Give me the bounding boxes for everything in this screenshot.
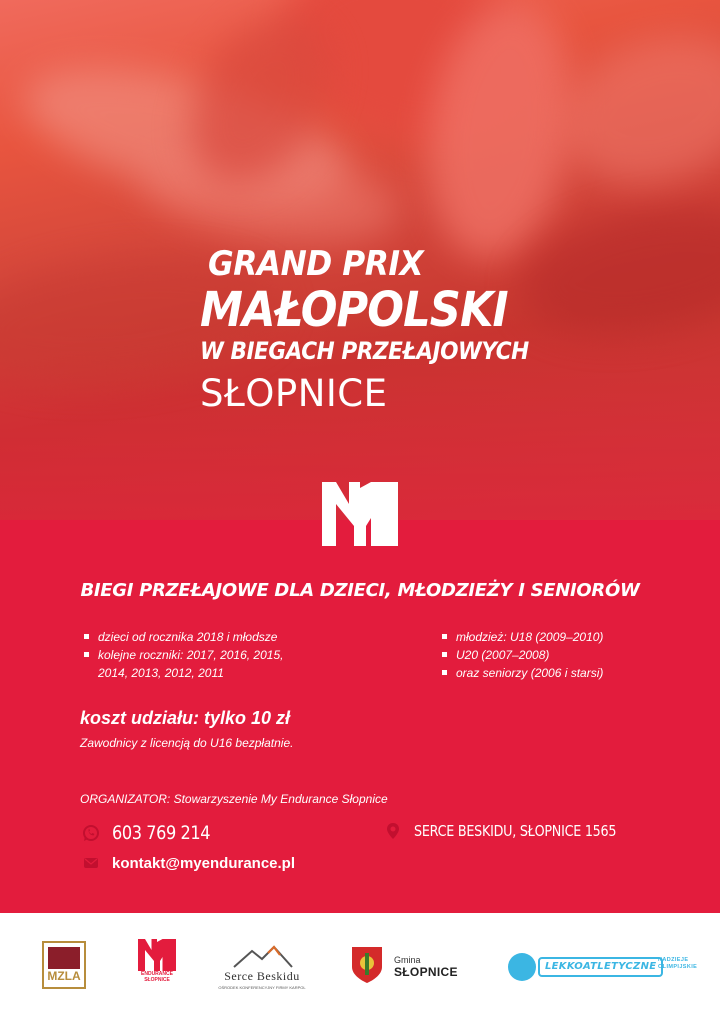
mzla-logo — [42, 941, 86, 989]
endurance-text: ENDURANCE SŁOPNICE — [141, 971, 173, 983]
lekko-subtitle: NADZIEJE OLIMPIJSKIE — [658, 957, 698, 970]
title-line-grand-prix: GRAND PRIX — [208, 244, 424, 284]
serce-subtitle: OŚRODEK KONFERENCYJNY FIRMY KARPOL — [218, 985, 306, 990]
address-text: SERCE BESKIDU, SŁOPNICE 1565 — [414, 822, 617, 840]
list-item: młodzież: U18 (2009–2010) — [440, 628, 603, 646]
races-subtitle: BIEGI PRZEŁAJOWE DLA DZIECI, MŁODZIEŻY I SENIORÓW — [80, 580, 640, 601]
phone-contact[interactable] — [82, 822, 227, 844]
entry-fee: koszt udziału: tylko 10 zł — [80, 708, 291, 728]
location-pin-icon — [384, 822, 402, 840]
age-groups-left — [82, 628, 283, 682]
info-section — [0, 520, 720, 913]
title-line-malopolski: MAŁOPOLSKI — [200, 282, 508, 338]
my-endurance-small-icon — [134, 939, 180, 971]
email-contact[interactable] — [82, 854, 295, 872]
event-title — [200, 244, 565, 416]
sponsors-bar — [0, 913, 720, 1018]
mail-icon — [82, 854, 100, 872]
serce-name: Serce Beskidu — [224, 969, 300, 983]
runner-head-icon — [508, 953, 536, 981]
endurance-logo — [134, 939, 180, 995]
mzla-crest-icon — [48, 947, 80, 969]
mzla-text: MZLA — [47, 969, 81, 983]
list-item: U20 (2007–2008) — [440, 646, 603, 664]
gmina-label: Gmina — [394, 955, 421, 965]
address-contact — [384, 822, 652, 840]
coat-of-arms-icon — [350, 945, 384, 985]
my-endurance-logo-icon — [322, 482, 398, 546]
organizer: ORGANIZATOR: Stowarzyszenie My Endurance Słopnice — [80, 792, 388, 806]
phone-number: 603 769 214 — [112, 822, 211, 844]
gmina-slopnice-logo — [350, 945, 470, 989]
mountain-icon — [212, 943, 312, 969]
title-line-subtitle: W BIEGACH PRZEŁAJOWYCH — [200, 337, 529, 365]
email-address: kontakt@myendurance.pl — [112, 854, 296, 872]
list-item: 2014, 2013, 2012, 2011 — [98, 666, 224, 680]
title-line-location: SŁOPNICE — [200, 372, 388, 415]
serce-beskidu-logo — [212, 943, 312, 995]
lekko-name: LEKKOATLETYCZNE — [538, 957, 663, 977]
lekkoatletyczne-logo — [508, 953, 698, 985]
list-item: dzieci od rocznika 2018 i młodsze — [82, 628, 283, 646]
list-item: oraz seniorzy (2006 i starsi) — [440, 664, 603, 682]
licence-note: Zawodnicy z licencją do U16 bezpłatnie. — [80, 736, 294, 750]
gmina-name: SŁOPNICE — [394, 965, 458, 979]
age-groups-right — [440, 628, 603, 682]
list-item: kolejne roczniki: 2017, 2016, 2015, — [82, 646, 283, 664]
whatsapp-icon — [82, 824, 100, 842]
